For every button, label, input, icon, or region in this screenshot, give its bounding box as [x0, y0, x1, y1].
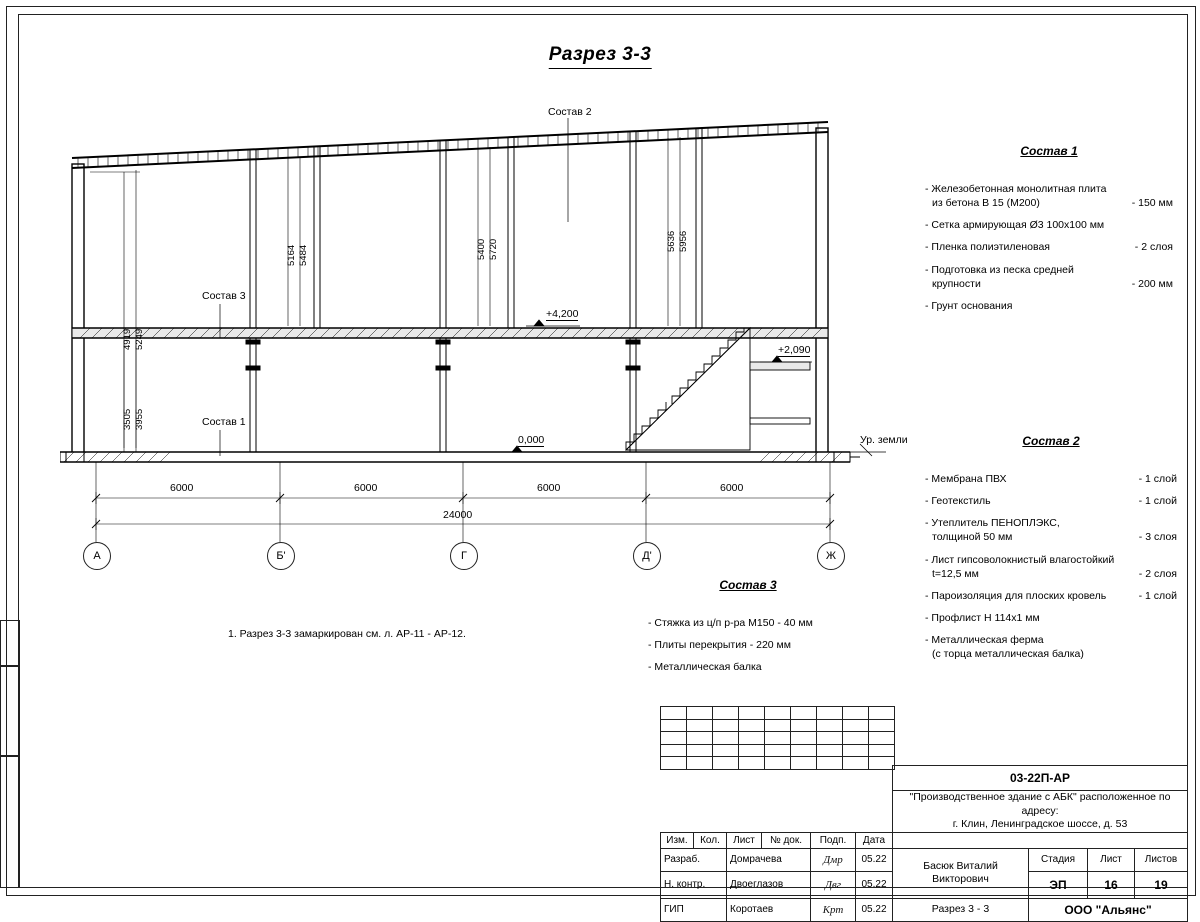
sostav-3-item-1 [648, 639, 848, 652]
sostav-1-block [925, 144, 1173, 313]
item-text: - Подготовка из песка средней [925, 263, 1074, 276]
sostav-1-item-3 [925, 264, 1173, 277]
axis-bubble-d: Д' [633, 542, 661, 570]
footnote: 1. Разрез 3-3 замаркирован см. л. АР-11 - АР-12. [228, 628, 466, 640]
sostav-2-item-6 [925, 634, 1177, 647]
sostav-1-item-0-sub [925, 197, 1173, 210]
item-value: - 2 слоя [1134, 241, 1173, 254]
item-value: - 1 слой [1138, 473, 1177, 485]
grid-cell [869, 732, 895, 745]
dim-5400: 5400 [476, 238, 487, 260]
item-text: - Сетка армирующая Ø3 100х100 мм [925, 219, 1105, 232]
grid-cell [817, 744, 843, 757]
axis-bubble-zh: Ж [817, 542, 845, 570]
item-value: - 200 мм [1131, 277, 1173, 290]
grid-cell [765, 732, 791, 745]
sostav-2-block [925, 434, 1177, 661]
sostav-1-item-1 [925, 219, 1173, 232]
sostav-3-item-2 [648, 661, 848, 674]
role-razrab: Разраб. [661, 848, 727, 871]
grid-cell [817, 707, 843, 720]
stage-value: ЭП [1029, 871, 1088, 898]
sostav-2-item-4 [925, 590, 1177, 603]
table-row [661, 732, 895, 745]
item-text: - Геотекстиль [925, 495, 991, 508]
dim-5720: 5720 [488, 238, 499, 260]
table-row [661, 744, 895, 757]
role-nkontr: Н. контр. [661, 871, 727, 898]
grid-cell [791, 732, 817, 745]
chief-name: Басюк Виталий Викторович [893, 848, 1029, 898]
object-line-1: "Производственное здание с АБК" расположенное по адресу: [909, 791, 1171, 817]
name-gip: Коротаев [727, 898, 811, 921]
grid-cell [791, 719, 817, 732]
axis-bubble-g: Г [450, 542, 478, 570]
sostav-2-item-2-sub [925, 531, 1177, 544]
grid-cell [739, 732, 765, 745]
col-data: Дата [856, 832, 893, 848]
dim-5484: 5484 [298, 244, 309, 266]
item-text: - Металлическая ферма [925, 634, 1044, 646]
dim-5164: 5164 [286, 244, 297, 266]
dim-3955: 3955 [134, 408, 145, 430]
span-dim-3: 6000 [537, 482, 561, 494]
grid-cell [869, 707, 895, 720]
item-text: - Мембрана ПВХ [925, 473, 1007, 485]
sostav-2-item-3 [925, 554, 1177, 567]
axis-bubble-a: А [83, 542, 111, 570]
date-razrab: 05.22 [856, 848, 893, 871]
item-text: - Лист гипсоволокнистый влагостойкий [925, 553, 1115, 566]
sheet-header: Лист [1088, 848, 1135, 871]
sheets-header: Листов [1135, 848, 1188, 871]
item-sub: t=12,5 мм [932, 567, 979, 580]
stamp-header-row [661, 832, 1188, 848]
item-text: - Металлическая балка [648, 661, 762, 674]
grid-cell [661, 719, 687, 732]
sostav-1-item-0 [925, 183, 1173, 196]
sheets-value: 19 [1135, 871, 1188, 898]
item-value: - 1 слой [1138, 589, 1177, 602]
span-dim-1: 6000 [170, 482, 194, 494]
item-text: - Утеплитель ПЕНОПЛЭКС, [925, 517, 1060, 530]
sheet-value: 16 [1088, 871, 1135, 898]
page-title: Разрез 3-3 [549, 44, 652, 69]
stamp-code-row [661, 766, 1188, 791]
item-value: - 2 слоя [1138, 567, 1177, 580]
item-text: - Плиты перекрытия - 220 мм [648, 639, 791, 652]
project-code: 03-22П-АР [893, 766, 1188, 791]
sostav-3-item-0 [648, 617, 848, 630]
sostav-2-item-2 [925, 517, 1177, 530]
grid-cell [765, 707, 791, 720]
item-sub: крупности [932, 277, 981, 290]
grid-cell [713, 719, 739, 732]
grid-cell [817, 719, 843, 732]
stamp-row-gip [661, 898, 1188, 921]
item-sub: толщиной 50 мм [932, 531, 1013, 544]
object-name [893, 791, 1188, 833]
dim-5249: 5249 [134, 328, 145, 350]
revision-grid [660, 706, 895, 770]
grid-cell [661, 732, 687, 745]
object-line-2: г. Клин, Ленинградское шоссе, д. 53 [952, 818, 1128, 831]
grid-cell [843, 744, 869, 757]
level-ground: Ур. земли [860, 434, 908, 446]
grid-cell [869, 744, 895, 757]
axis-bubble-b: Б' [267, 542, 295, 570]
sostav-2-title: Состав 2 [1022, 434, 1080, 448]
item-value: - 1 слой [1138, 495, 1177, 508]
grid-cell [739, 719, 765, 732]
margin-box-1 [0, 620, 20, 667]
item-text: - Пленка полиэтиленовая [925, 241, 1050, 254]
grid-cell [739, 707, 765, 720]
table-row [661, 707, 895, 720]
grid-cell [791, 744, 817, 757]
sostav-2-item-3-sub [925, 568, 1177, 581]
sostav-2-item-0 [925, 473, 1177, 486]
grid-cell [661, 744, 687, 757]
grid-cell [661, 707, 687, 720]
name-razrab: Домрачева [727, 848, 811, 871]
item-text: - Грунт основания [925, 299, 1013, 312]
sostav-3-block [648, 578, 848, 674]
margin-box-3 [0, 755, 20, 888]
col-kol: Кол. [694, 832, 727, 848]
grid-cell [713, 744, 739, 757]
level-0000: 0,000 [518, 434, 545, 446]
dim-5956: 5956 [678, 230, 689, 252]
stage-header: Стадия [1029, 848, 1088, 871]
grid-cell [739, 744, 765, 757]
sostav-2-item-6-sub [925, 648, 1177, 661]
grid-cell [843, 732, 869, 745]
title-block [660, 706, 1188, 917]
leader-sostav-2: Состав 2 [548, 106, 592, 118]
signature-gip: Крт [811, 898, 856, 921]
grid-cell [687, 707, 713, 720]
item-sub: (с торца металлическая балка) [932, 648, 1084, 661]
dim-4919: 4919 [122, 328, 133, 350]
role-gip: ГИП [661, 898, 727, 921]
span-dim-4: 6000 [720, 482, 744, 494]
grid-cell [687, 744, 713, 757]
name-nkontr: Двоеглазов [727, 871, 811, 898]
grid-cell [843, 719, 869, 732]
date-gip: 05.22 [856, 898, 893, 921]
leader-sostav-3: Состав 3 [202, 290, 246, 302]
grid-cell [765, 719, 791, 732]
sostav-2-item-5 [925, 612, 1177, 625]
item-value: - 150 мм [1131, 197, 1173, 210]
col-ndok: № док. [762, 832, 811, 848]
stamp-object-row [661, 791, 1188, 833]
grid-cell [687, 719, 713, 732]
stamp-row-razrab [661, 848, 1188, 871]
leader-sostav-1: Состав 1 [202, 416, 246, 428]
item-text: - Пароизоляция для плоских кровель [925, 589, 1107, 602]
item-value: - 3 слоя [1138, 531, 1177, 544]
grid-cell [713, 707, 739, 720]
level-2090: +2,090 [778, 344, 811, 356]
dim-3505: 3505 [122, 408, 133, 430]
total-dim: 24000 [443, 509, 473, 521]
dim-5636: 5636 [666, 230, 677, 252]
level-4200: +4,200 [546, 308, 579, 320]
col-list: Лист [727, 832, 762, 848]
col-podp: Подп. [811, 832, 856, 848]
sostav-1-item-2 [925, 241, 1173, 254]
item-text: - Стяжка из ц/п р-ра М150 - 40 мм [648, 617, 813, 629]
item-text: - Профлист Н 114х1 мм [925, 611, 1040, 624]
sostav-1-title: Состав 1 [1020, 144, 1078, 158]
signature-nkontr: Двг [811, 871, 856, 898]
item-sub: из бетона В 15 (М200) [932, 197, 1040, 210]
company-name: ООО "Альянс" [1029, 898, 1188, 921]
sheet-title: Разрез 3 - 3 [893, 898, 1029, 921]
date-nkontr: 05.22 [856, 871, 893, 898]
sostav-1-item-3-sub [925, 278, 1173, 291]
table-row [661, 719, 895, 732]
sostav-3-title: Состав 3 [719, 578, 777, 592]
margin-box-2 [0, 665, 20, 757]
sostav-2-item-1 [925, 495, 1177, 508]
stamp-table [660, 765, 1188, 922]
grid-cell [713, 732, 739, 745]
grid-cell [687, 732, 713, 745]
signature-razrab: Дмр [811, 848, 856, 871]
grid-cell [843, 707, 869, 720]
sostav-1-item-4 [925, 300, 1173, 313]
item-text: - Железобетонная монолитная плита [925, 183, 1107, 195]
span-dim-2: 6000 [354, 482, 378, 494]
grid-cell [791, 707, 817, 720]
col-izm: Изм. [661, 832, 694, 848]
grid-cell [817, 732, 843, 745]
grid-cell [869, 719, 895, 732]
grid-cell [765, 744, 791, 757]
